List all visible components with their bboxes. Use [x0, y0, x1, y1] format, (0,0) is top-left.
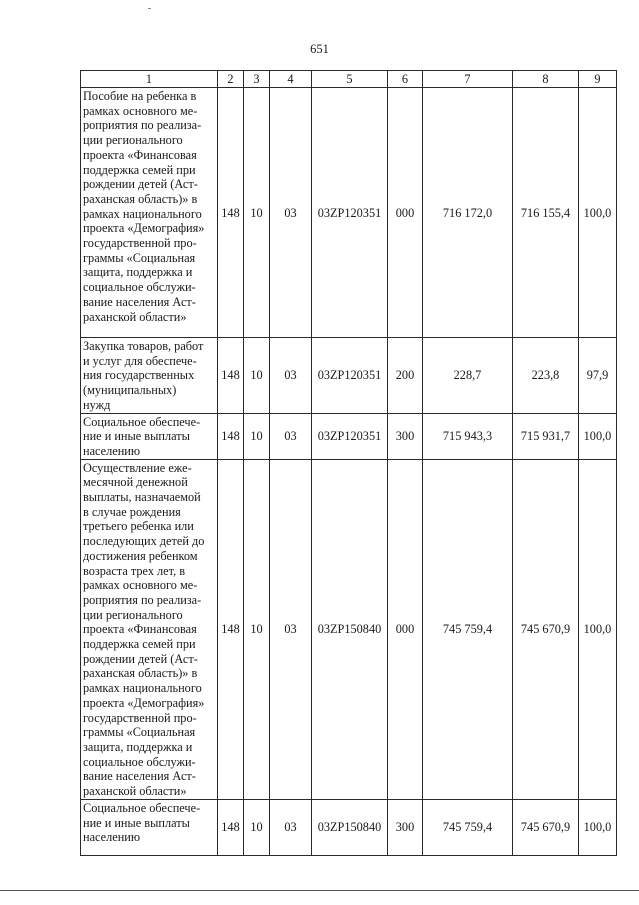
- cell-c3: 10: [244, 413, 270, 459]
- row-name-line: и услуг для обеспече-: [83, 353, 197, 368]
- row-name-line: ции регионального: [83, 607, 183, 622]
- row-name-line: раханской области»: [83, 309, 187, 324]
- row-name-cell: [81, 799, 218, 855]
- cell-c5: 03ZP150840: [312, 459, 388, 799]
- row-name-line: населению: [83, 443, 141, 458]
- budget-table: [80, 70, 617, 856]
- row-name-line: рождении детей (Аст-: [83, 177, 198, 192]
- row-name-line: последующих детей до: [83, 534, 205, 549]
- cell-c9: 97,9: [579, 338, 617, 414]
- cell-c4: 03: [270, 338, 312, 414]
- row-name-line: раханская область)» в: [83, 191, 198, 206]
- cell-c2: 148: [218, 413, 244, 459]
- cell-c7: 715 943,3: [423, 413, 513, 459]
- cell-c6: 200: [388, 338, 423, 414]
- cell-c3: 10: [244, 459, 270, 799]
- table-body: [81, 71, 617, 856]
- cell-c9: 100,0: [579, 413, 617, 459]
- column-header: 4: [270, 71, 312, 88]
- row-name-line: проекта «Финансовая: [83, 622, 197, 637]
- row-name-line: месячной денежной: [83, 475, 188, 490]
- row-name-line: социальное обслужи-: [83, 280, 196, 295]
- footer-rule: [0, 890, 639, 891]
- table-row: [81, 338, 617, 414]
- table-row: [81, 413, 617, 459]
- row-name-line: роприятия по реализа-: [83, 592, 202, 607]
- row-name-line: роприятия по реализа-: [83, 118, 202, 133]
- cell-c2: 148: [218, 88, 244, 338]
- cell-c9: 100,0: [579, 459, 617, 799]
- column-header: 1: [81, 71, 218, 88]
- cell-c3: 10: [244, 799, 270, 855]
- cell-c6: 300: [388, 799, 423, 855]
- row-name-line: проекта «Демография»: [83, 221, 205, 236]
- row-name-line: ние и иные выплаты: [83, 815, 190, 830]
- cell-c4: 03: [270, 459, 312, 799]
- column-header: 9: [579, 71, 617, 88]
- row-name-cell: [81, 413, 218, 459]
- row-name-line: государственной про-: [83, 710, 197, 725]
- cell-c8: 745 670,9: [513, 459, 579, 799]
- cell-c2: 148: [218, 338, 244, 414]
- table-row: [81, 459, 617, 799]
- cell-c9: 100,0: [579, 88, 617, 338]
- row-name-line: поддержка семей при: [83, 637, 196, 652]
- row-name-line: Закупка товаров, работ: [83, 339, 204, 353]
- column-header: 8: [513, 71, 579, 88]
- row-name-line: защита, поддержка и: [83, 265, 193, 280]
- cell-c4: 03: [270, 413, 312, 459]
- cell-c6: 000: [388, 88, 423, 338]
- cell-c8: 716 155,4: [513, 88, 579, 338]
- row-name-line: проекта «Демография»: [83, 695, 205, 710]
- cell-c2: 148: [218, 459, 244, 799]
- column-header: 3: [244, 71, 270, 88]
- row-name-line: рамках основного ме-: [83, 103, 198, 118]
- row-name-line: достижения ребенком: [83, 548, 198, 563]
- cell-c8: 715 931,7: [513, 413, 579, 459]
- row-name-line: социальное обслужи-: [83, 754, 196, 769]
- cell-c4: 03: [270, 799, 312, 855]
- cell-c3: 10: [244, 88, 270, 338]
- cell-c5: 03ZP120351: [312, 88, 388, 338]
- cell-c7: 228,7: [423, 338, 513, 414]
- cell-c4: 03: [270, 88, 312, 338]
- cell-c5: 03ZP150840: [312, 799, 388, 855]
- row-name-line: (муниципальных): [83, 383, 177, 398]
- row-name-line: ния государственных: [83, 368, 195, 383]
- row-name-line: населению: [83, 830, 141, 845]
- row-name-line: ние и иные выплаты: [83, 429, 190, 444]
- cell-c8: 745 670,9: [513, 799, 579, 855]
- column-header: 5: [312, 71, 388, 88]
- row-name-cell: [81, 459, 218, 799]
- row-name-line: раханская область)» в: [83, 666, 198, 681]
- cell-c7: 745 759,4: [423, 799, 513, 855]
- row-name-line: граммы «Социальная: [83, 725, 196, 740]
- cell-c5: 03ZP120351: [312, 413, 388, 459]
- table-row: [81, 799, 617, 855]
- row-name-cell: [81, 88, 218, 338]
- row-name-line: Осуществление еже-: [83, 460, 192, 475]
- row-name-line: поддержка семей при: [83, 162, 196, 177]
- row-name-line: защита, поддержка и: [83, 739, 193, 754]
- column-header: 2: [218, 71, 244, 88]
- cell-c5: 03ZP120351: [312, 338, 388, 414]
- cell-c6: 000: [388, 459, 423, 799]
- cell-c8: 223,8: [513, 338, 579, 414]
- row-name-line: Социальное обеспече-: [83, 414, 201, 429]
- page-number: 651: [310, 42, 329, 56]
- row-name-line: возраста трех лет, в: [83, 563, 186, 578]
- row-name-line: рамках основного ме-: [83, 578, 198, 593]
- row-name-line: ции регионального: [83, 133, 183, 148]
- row-name-line: в случае рождения: [83, 504, 181, 519]
- table-header-row: [81, 71, 617, 88]
- row-name-line: вание населения Аст-: [83, 769, 196, 784]
- cell-c3: 10: [244, 338, 270, 414]
- row-name-line: третьего ребенка или: [83, 519, 194, 534]
- cell-c7: 716 172,0: [423, 88, 513, 338]
- scan-speck: [148, 8, 151, 9]
- row-name-line: проекта «Финансовая: [83, 147, 197, 162]
- row-name-line: вание населения Аст-: [83, 294, 196, 309]
- row-name-line: Социальное обеспече-: [83, 800, 201, 815]
- row-name-line: рамках национального: [83, 206, 202, 221]
- cell-c7: 745 759,4: [423, 459, 513, 799]
- row-name-line: выплаты, назначаемой: [83, 490, 201, 505]
- row-name-cell: [81, 338, 218, 414]
- row-name-line: Пособие на ребенка в: [83, 89, 197, 103]
- row-name-line: рамках национального: [83, 681, 202, 696]
- cell-c6: 300: [388, 413, 423, 459]
- cell-c2: 148: [218, 799, 244, 855]
- row-name-line: государственной про-: [83, 236, 197, 251]
- row-name-line: нужд: [83, 397, 111, 412]
- cell-c9: 100,0: [579, 799, 617, 855]
- row-name-line: раханской области»: [83, 784, 187, 799]
- column-header: 7: [423, 71, 513, 88]
- row-name-line: граммы «Социальная: [83, 250, 196, 265]
- row-name-line: рождении детей (Аст-: [83, 651, 198, 666]
- table-row: [81, 88, 617, 338]
- column-header: 6: [388, 71, 423, 88]
